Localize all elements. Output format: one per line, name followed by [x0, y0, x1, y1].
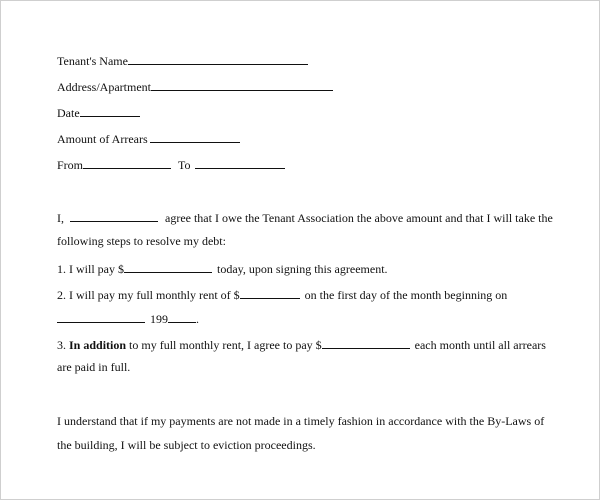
date-blank[interactable] — [80, 105, 140, 117]
step-3-line — [57, 337, 546, 352]
step3-amount-blank[interactable] — [322, 337, 410, 349]
step1-prefix: 1. I will pay $ — [57, 262, 124, 276]
step3-middle: to my full monthly rent, I agree to pay $ — [129, 338, 322, 352]
to-blank[interactable] — [195, 157, 285, 169]
intro-line-2 — [57, 234, 226, 248]
step3-line2: are paid in full. — [57, 360, 131, 374]
step-1-line — [57, 261, 388, 276]
step1-suffix: today, upon signing this agreement. — [217, 262, 388, 276]
step2-year-end: . — [196, 312, 199, 326]
intro-prefix: I, — [57, 211, 64, 225]
tenant-name-row — [57, 53, 308, 68]
step-2-date-line — [57, 311, 199, 326]
step3-suffix: each month until all arrears — [414, 338, 546, 352]
step2-rent-blank[interactable] — [240, 287, 300, 299]
step3-prefix: 3. — [57, 338, 66, 352]
intro-text-line2: following steps to resolve my debt: — [57, 234, 226, 248]
address-row — [57, 79, 333, 94]
from-blank[interactable] — [83, 157, 171, 169]
from-label: From — [57, 158, 84, 172]
intro-text: agree that I owe the Tenant Association the above amount and that I will take the — [165, 211, 553, 225]
date-label: Date — [57, 106, 80, 120]
step1-amount-blank[interactable] — [124, 261, 212, 273]
closing-text-2: the building, I will be subject to eviction proceedings. — [57, 438, 316, 452]
tenant-name-blank[interactable] — [128, 53, 308, 65]
intro-line-1 — [57, 210, 553, 225]
from-to-row — [57, 157, 285, 172]
tenant-signature-name-blank[interactable] — [70, 210, 158, 222]
step2-month-blank[interactable] — [57, 311, 145, 323]
step-3-line-2 — [57, 360, 130, 374]
date-row — [57, 105, 140, 120]
step2-year-prefix: 199 — [150, 312, 168, 326]
address-blank[interactable] — [151, 79, 333, 91]
to-label: To — [178, 158, 191, 172]
step2-suffix: on the first day of the month beginning on — [304, 288, 508, 302]
arrears-row — [57, 131, 240, 146]
step3-bold-text: In addition — [69, 338, 127, 352]
address-label: Address/Apartment — [57, 80, 151, 94]
arrears-blank[interactable] — [150, 131, 240, 143]
closing-text-1: I understand that if my payments are not made in a timely fashion in accordance with the By-Laws of — [57, 414, 545, 428]
step2-prefix: 2. I will pay my full monthly rent of $ — [57, 288, 240, 302]
arrears-label: Amount of Arrears — [57, 132, 148, 146]
tenant-name-label: Tenant's Name — [57, 54, 128, 68]
step2-year-blank[interactable] — [168, 311, 196, 323]
step-2-line — [57, 287, 507, 302]
closing-line-1 — [57, 414, 544, 428]
closing-line-2 — [57, 438, 316, 452]
